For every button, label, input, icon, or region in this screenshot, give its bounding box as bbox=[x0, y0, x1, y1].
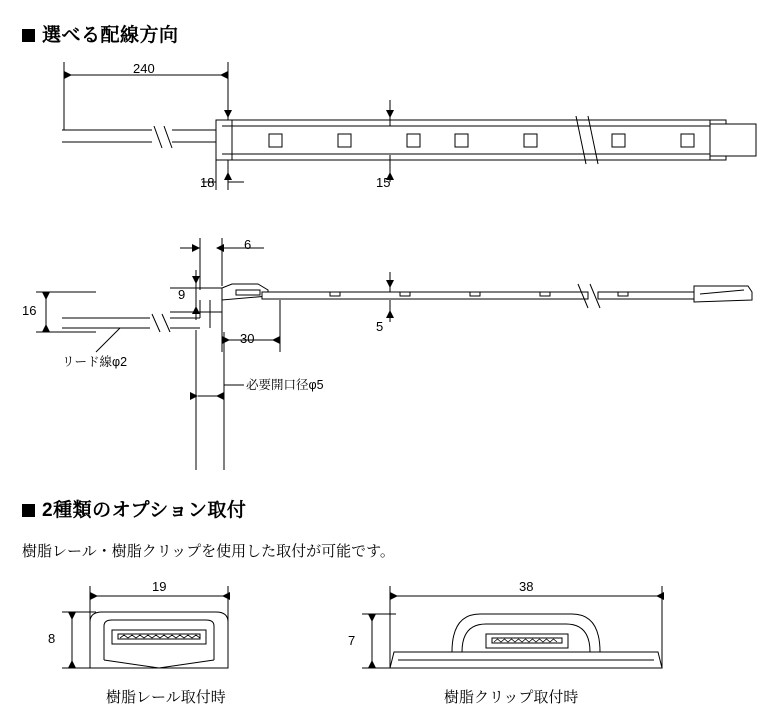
mounting-lead-text: 樹脂レール・樹脂クリップを使用した取付が可能です。 bbox=[22, 543, 395, 560]
section-heading-mounting: 2種類のオプション取付 bbox=[22, 495, 246, 522]
section-heading-wiring: 選べる配線方向 bbox=[22, 20, 179, 47]
caption-rail: 樹脂レール取付時 bbox=[106, 689, 226, 706]
arrow-7-top bbox=[368, 614, 376, 622]
dim-9: 9 bbox=[178, 287, 186, 302]
dim-30: 30 bbox=[240, 331, 255, 346]
arrow-38-left bbox=[390, 592, 398, 600]
dim-8: 8 bbox=[48, 631, 56, 646]
dim-38: 38 bbox=[519, 579, 534, 594]
note-hole-diameter: 必要開口径φ5 bbox=[246, 378, 324, 392]
note-lead-wire: リード線φ2 bbox=[62, 355, 128, 369]
dim-240: 240 bbox=[133, 61, 155, 76]
dim-18: 18 bbox=[200, 175, 215, 190]
dim-16: 16 bbox=[22, 303, 37, 318]
caption-clip: 樹脂クリップ取付時 bbox=[444, 689, 579, 706]
dim-5: 5 bbox=[376, 319, 384, 334]
dim-6: 6 bbox=[244, 237, 252, 252]
dim-7: 7 bbox=[348, 633, 356, 648]
arrow-38-right bbox=[656, 592, 664, 600]
dim-19: 19 bbox=[152, 579, 167, 594]
dim-15: 15 bbox=[376, 175, 391, 190]
arrow-7-bottom bbox=[368, 660, 376, 668]
